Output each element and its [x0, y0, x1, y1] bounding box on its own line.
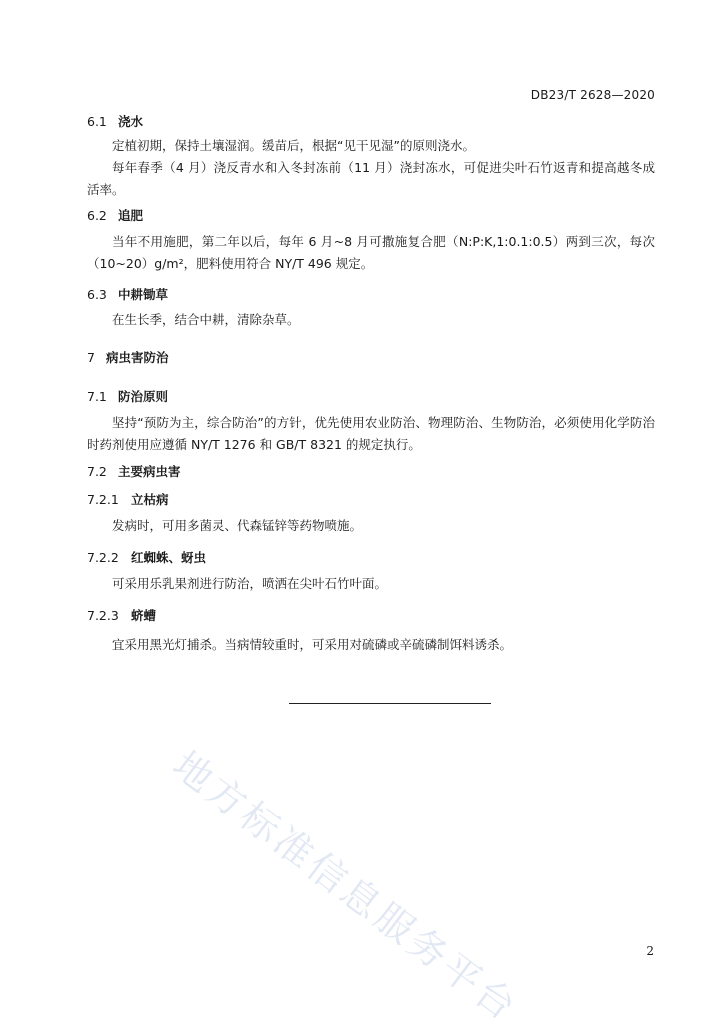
section-7-2-2-paragraph-1: 可采用乐乳果剂进行防治，喷洒在尖叶石竹叶面。: [112, 576, 388, 591]
chapter-7-heading: [87, 348, 169, 366]
section-title: 立枯病: [131, 492, 169, 507]
watermark: 地方标准信息服务平台: [164, 742, 527, 1031]
section-number: 7.2: [87, 464, 107, 479]
section-7-2-2-heading: [87, 548, 206, 566]
section-7-2-heading: [87, 462, 181, 480]
section-number: 7.1: [87, 389, 107, 404]
section-6-1-paragraph-2: 每年春季（4 月）浇反青水和入冬封冻前（11 月）浇封冻水，可促进尖叶石竹返青和提高越冬成活率。: [87, 160, 655, 197]
section-6-1-heading: [87, 112, 143, 130]
section-number: 6.1: [87, 114, 107, 129]
section-7-2-1-heading: [87, 490, 169, 508]
section-title: 蛴螬: [131, 608, 157, 623]
section-title: 追肥: [118, 208, 144, 223]
section-7-2-1-paragraph-1: 发病时，可用多菌灵、代森锰锌等药物喷施。: [112, 518, 363, 533]
section-title: 红蜘蛛、蚜虫: [131, 550, 207, 565]
section-number: 7.2.2: [87, 550, 119, 565]
page-number: 2: [646, 944, 654, 958]
section-7-2-3-paragraph-1: 宜采用黑光灯捕杀。当病情较重时，可采用对硫磷或辛硫磷制饵料诱杀。: [112, 637, 513, 652]
section-7-1-paragraph-1: 坚持“预防为主，综合防治”的方针，优先使用农业防治、物理防治、生物防治，必须使用化学防治时药剂使用应遵循 NY/T 1276 和 GB/T 8321 的规定执行。: [87, 415, 655, 452]
section-title: 浇水: [118, 114, 144, 129]
section-title: 中耕锄草: [118, 287, 169, 302]
section-7-2-3-heading: [87, 606, 156, 624]
section-6-3-heading: [87, 285, 168, 303]
section-title: 主要病虫害: [118, 464, 181, 479]
chapter-number: 7: [87, 350, 95, 365]
section-7-1-heading: [87, 387, 168, 405]
section-title: 防治原则: [118, 389, 169, 404]
section-6-2-heading: [87, 206, 143, 224]
section-number: 7.2.3: [87, 608, 119, 623]
end-rule: [289, 703, 491, 704]
section-6-3-paragraph-1: 在生长季，结合中耕，清除杂草。: [112, 312, 300, 327]
section-6-2-paragraph-1: 当年不用施肥，第二年以后，每年 6 月~8 月可撒施复合肥（N:P:K,1:0.1:0.5）两到三次，每次（10~20）g/m²，肥料使用符合 NY/T 496 规定。: [87, 234, 655, 271]
section-6-1-paragraph-1: 定植初期，保持土壤湿润。缓苗后，根据“见干见湿”的原则浇水。: [112, 138, 475, 153]
section-number: 7.2.1: [87, 492, 119, 507]
chapter-title: 病虫害防治: [106, 350, 169, 365]
section-number: 6.3: [87, 287, 107, 302]
section-number: 6.2: [87, 208, 107, 223]
standard-id: DB23/T 2628—2020: [530, 88, 655, 102]
